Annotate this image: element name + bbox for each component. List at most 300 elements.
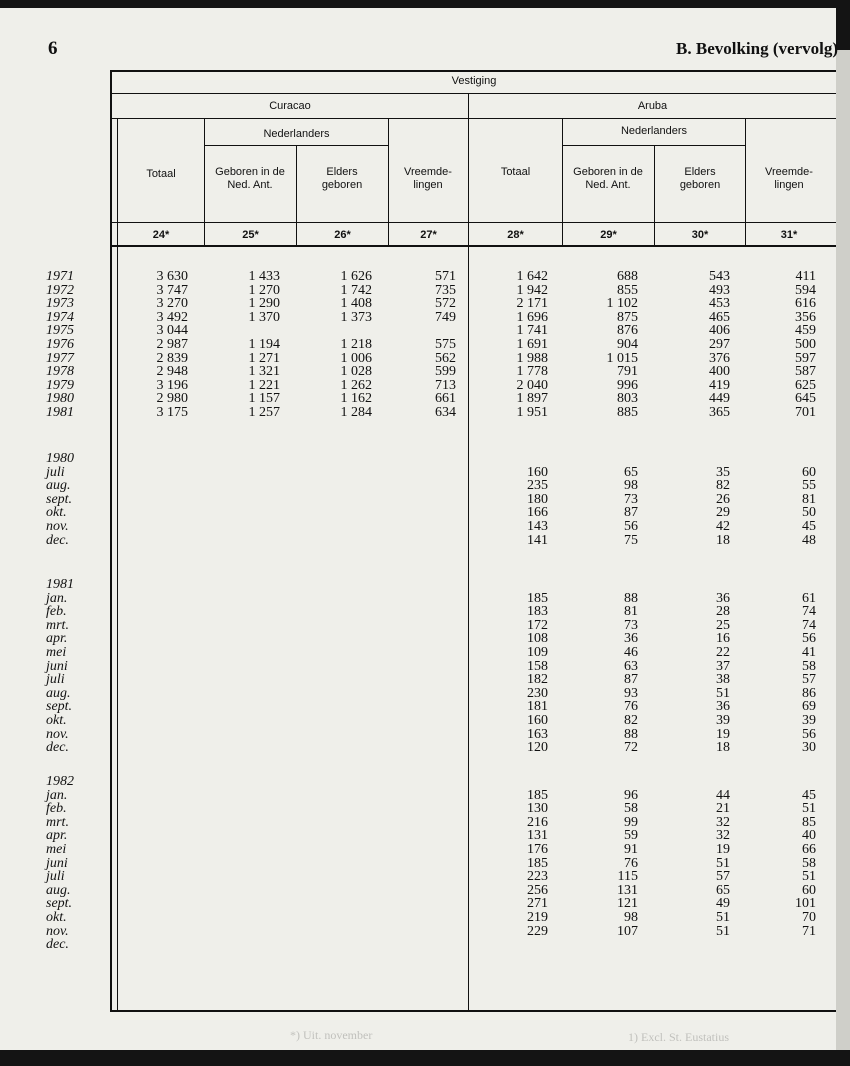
- footnote-right: 1) Excl. St. Eustatius: [628, 1030, 729, 1044]
- header-nederlanders-aruba: Nederlanders: [620, 125, 688, 137]
- table-cell: [736, 578, 816, 592]
- table-cell: 256: [527, 882, 548, 898]
- table-cell: 45: [802, 787, 816, 803]
- table-cell: 1 408: [340, 296, 372, 312]
- table-cell: 81: [624, 604, 638, 620]
- table-cell: 885: [617, 404, 638, 420]
- table-cell: 3 196: [156, 377, 188, 393]
- rule-head-bottom: [110, 222, 836, 223]
- table-cell: 49: [716, 896, 730, 912]
- row-label: juli: [46, 672, 65, 688]
- row-label: dec.: [46, 740, 69, 756]
- data-column: [736, 452, 816, 547]
- rule-top: [110, 70, 836, 72]
- table-cell: 98: [624, 478, 638, 494]
- table-cell: 230: [527, 685, 548, 701]
- table-cell: 88: [624, 726, 638, 742]
- table-cell: 571: [435, 269, 456, 284]
- col-number: 24*: [152, 229, 170, 241]
- row-label: 1976: [46, 336, 74, 352]
- row-label: okt.: [46, 909, 67, 925]
- row-label: feb.: [46, 604, 67, 620]
- table-cell: 36: [716, 699, 730, 715]
- table-cell: 1 218: [340, 336, 372, 352]
- table-cell: 2 171: [516, 296, 548, 312]
- col-number: 25*: [242, 229, 259, 241]
- table-cell: 459: [795, 323, 816, 339]
- table-cell: [650, 938, 730, 952]
- table-cell: 1 626: [340, 269, 372, 284]
- row-labels: [46, 578, 108, 755]
- row-label: aug.: [46, 685, 71, 701]
- table-cell: 1 015: [606, 350, 638, 366]
- table-cell: 120: [527, 740, 548, 756]
- row-label: 1974: [46, 309, 74, 325]
- table-cell: [558, 578, 638, 592]
- table-cell: 51: [716, 855, 730, 871]
- table-cell: 376: [709, 350, 730, 366]
- table-cell: 713: [435, 377, 456, 393]
- table-cell: 101: [795, 896, 816, 912]
- rule-left-inner: [117, 118, 118, 1012]
- table-cell: [650, 578, 730, 592]
- table-cell: 160: [527, 712, 548, 728]
- table-cell: 453: [709, 296, 730, 312]
- table-cell: 109: [527, 644, 548, 660]
- data-column: [736, 578, 816, 755]
- table-cell: 25: [716, 617, 730, 633]
- table-cell: 493: [709, 282, 730, 298]
- col-number: 30*: [691, 229, 709, 241]
- table-cell: 30: [802, 740, 816, 756]
- table-cell: 21: [716, 801, 730, 817]
- table-cell: 575: [435, 336, 456, 352]
- table-cell: 661: [435, 391, 456, 407]
- header-elders-curacao: Elders geboren: [321, 166, 363, 191]
- table-cell: 172: [527, 617, 548, 633]
- table-cell: 51: [802, 869, 816, 885]
- table-cell: 93: [624, 685, 638, 701]
- table-cell: 1 741: [516, 323, 548, 339]
- table-cell: 3 630: [156, 269, 188, 284]
- table-cell: [736, 938, 816, 952]
- table-cell: 66: [802, 841, 816, 857]
- table-cell: 2 987: [156, 336, 188, 352]
- table-cell: 61: [802, 590, 816, 606]
- table-cell: [468, 452, 548, 466]
- table-cell: 1 988: [516, 350, 548, 366]
- table-cell: 143: [527, 518, 548, 534]
- data-column: [108, 270, 188, 420]
- rule-island: [110, 118, 836, 119]
- row-label: okt.: [46, 712, 67, 728]
- table-cell: 701: [795, 404, 816, 420]
- table-cell: 185: [527, 787, 548, 803]
- row-label: feb.: [46, 801, 67, 817]
- table-cell: 76: [624, 855, 638, 871]
- table-cell: 996: [617, 377, 638, 393]
- row-label: mei: [46, 841, 67, 857]
- table-cell: 181: [527, 699, 548, 715]
- table-cell: 76: [624, 699, 638, 715]
- table-cell: 32: [716, 814, 730, 830]
- table-cell: 634: [435, 404, 456, 420]
- row-label: juni: [46, 658, 68, 674]
- row-label: nov.: [46, 726, 69, 742]
- table-cell: 55: [802, 478, 816, 494]
- row-label: sept.: [46, 491, 73, 507]
- col-number: 31*: [780, 229, 798, 241]
- table-cell: 41: [802, 644, 816, 660]
- row-label: aug.: [46, 478, 71, 494]
- table-cell: 875: [617, 309, 638, 325]
- table-cell: 36: [716, 590, 730, 606]
- table-cell: 40: [802, 828, 816, 844]
- table-cell: 160: [527, 464, 548, 480]
- row-label: apr.: [46, 828, 68, 844]
- data-column: [468, 452, 548, 547]
- row-label: sept.: [46, 699, 73, 715]
- table-cell: 400: [709, 364, 730, 380]
- table-cell: 183: [527, 604, 548, 620]
- row-label: 1981: [46, 577, 74, 592]
- row-label: mei: [46, 644, 67, 660]
- table-cell: 1 691: [516, 336, 548, 352]
- table-cell: 271: [527, 896, 548, 912]
- table-cell: 1 194: [248, 336, 280, 352]
- table-cell: 88: [624, 590, 638, 606]
- header-curacao: Curacao: [269, 100, 311, 112]
- table-cell: 163: [527, 726, 548, 742]
- page-number: 6: [48, 38, 58, 59]
- row-label: 1980: [46, 391, 74, 407]
- table-cell: 3 492: [156, 309, 188, 325]
- row-label: 1980: [46, 451, 74, 466]
- rule-colnum: [110, 245, 836, 247]
- row-label: 1973: [46, 296, 74, 312]
- row-label: aug.: [46, 882, 71, 898]
- header-geboren-curacao: Geboren in de Ned. Ant.: [215, 166, 285, 191]
- header-aruba: Aruba: [637, 100, 668, 112]
- table-cell: 1 696: [516, 309, 548, 325]
- table-cell: 26: [716, 491, 730, 507]
- header-totaal-curacao: Totaal: [146, 168, 176, 180]
- table-cell: 216: [527, 814, 548, 830]
- table-cell: 56: [802, 631, 816, 647]
- table-cell: 108: [527, 631, 548, 647]
- table-cell: 803: [617, 391, 638, 407]
- table-cell: 185: [527, 590, 548, 606]
- table-cell: 91: [624, 841, 638, 857]
- table-cell: 599: [435, 364, 456, 380]
- row-label: juli: [46, 869, 65, 885]
- table-cell: 543: [709, 269, 730, 284]
- rule-left: [110, 70, 112, 1012]
- header-elders-aruba: Elders geboren: [679, 166, 721, 191]
- data-column: [558, 775, 638, 952]
- table-cell: 2 948: [156, 364, 188, 380]
- row-label: 1975: [46, 323, 74, 339]
- table-cell: 87: [624, 505, 638, 521]
- table-cell: 32: [716, 828, 730, 844]
- next-page-edge: [836, 50, 850, 1050]
- table-cell: 158: [527, 658, 548, 674]
- table-cell: 71: [802, 923, 816, 939]
- header-vestiging: Vestiging: [451, 75, 497, 87]
- table-cell: 73: [624, 617, 638, 633]
- table-cell: 86: [802, 685, 816, 701]
- header-totaal-aruba: Totaal: [500, 166, 531, 178]
- col-number: 27*: [420, 229, 437, 241]
- table-cell: 51: [802, 801, 816, 817]
- row-label: nov.: [46, 923, 69, 939]
- table-cell: 72: [624, 740, 638, 756]
- table-cell: 36: [624, 631, 638, 647]
- table-cell: 73: [624, 491, 638, 507]
- table-cell: 98: [624, 909, 638, 925]
- table-cell: 1 102: [606, 296, 638, 312]
- table-cell: 182: [527, 672, 548, 688]
- table-cell: 625: [795, 377, 816, 393]
- table-cell: 1 321: [248, 364, 280, 380]
- row-label: 1972: [46, 282, 74, 298]
- data-column: [468, 270, 548, 420]
- table-cell: 65: [716, 882, 730, 898]
- table-cell: 58: [802, 658, 816, 674]
- row-label: 1978: [46, 364, 74, 380]
- table-cell: 51: [716, 685, 730, 701]
- table-cell: 1 951: [516, 404, 548, 420]
- table-cell: 180: [527, 491, 548, 507]
- table-cell: 115: [617, 869, 638, 885]
- table-cell: 51: [716, 909, 730, 925]
- table-cell: 1 028: [340, 364, 372, 380]
- rule-bottom: [110, 1010, 836, 1012]
- table-cell: 85: [802, 814, 816, 830]
- table-cell: 69: [802, 699, 816, 715]
- table-cell: 1 006: [340, 350, 372, 366]
- col-number: 28*: [507, 229, 524, 241]
- table-cell: 449: [709, 391, 730, 407]
- table-cell: 1 942: [516, 282, 548, 298]
- data-column: [650, 775, 730, 952]
- data-column: [650, 452, 730, 547]
- table-cell: 3 270: [156, 296, 188, 312]
- table-cell: 57: [802, 672, 816, 688]
- table-cell: 29: [716, 505, 730, 521]
- table-cell: 1 262: [340, 377, 372, 393]
- header-nederlanders-curacao: Nederlanders: [263, 128, 330, 140]
- table-cell: 645: [795, 391, 816, 407]
- table-cell: 219: [527, 909, 548, 925]
- table-cell: 1 271: [248, 350, 280, 366]
- row-label: dec.: [46, 532, 69, 548]
- table-cell: 3 044: [156, 323, 188, 339]
- table-cell: [558, 938, 638, 952]
- row-label: jan.: [46, 590, 68, 606]
- table-cell: [468, 775, 548, 789]
- col-number: 26*: [334, 229, 351, 241]
- table-cell: 59: [624, 828, 638, 844]
- data-column: [200, 270, 280, 420]
- row-label: mrt.: [46, 814, 69, 830]
- table-cell: 411: [795, 269, 816, 284]
- table-cell: 35: [716, 464, 730, 480]
- table-cell: 597: [795, 350, 816, 366]
- table-cell: [292, 324, 372, 338]
- table-cell: 1 221: [248, 377, 280, 393]
- header-vreemdelingen-aruba: Vreemde-lingen: [765, 166, 813, 191]
- col-number: 29*: [600, 229, 617, 241]
- table-cell: [736, 775, 816, 789]
- table-cell: 904: [617, 336, 638, 352]
- table-cell: 688: [617, 269, 638, 284]
- table-cell: 235: [527, 478, 548, 494]
- table-cell: 406: [709, 323, 730, 339]
- row-label: okt.: [46, 505, 67, 521]
- table-cell: 356: [795, 309, 816, 325]
- table-cell: 70: [802, 909, 816, 925]
- row-labels: [46, 775, 108, 952]
- data-column: [558, 578, 638, 755]
- table-cell: 87: [624, 672, 638, 688]
- table-cell: 223: [527, 869, 548, 885]
- table-cell: 81: [802, 491, 816, 507]
- row-labels: [46, 270, 108, 420]
- table-cell: 1 433: [248, 269, 280, 284]
- table-cell: 18: [716, 740, 730, 756]
- table-cell: 3 747: [156, 282, 188, 298]
- data-column: [736, 775, 816, 952]
- table-cell: 587: [795, 364, 816, 380]
- table-cell: 51: [716, 923, 730, 939]
- table-cell: 141: [527, 532, 548, 548]
- table-cell: 1 778: [516, 364, 548, 380]
- table-cell: 74: [802, 617, 816, 633]
- table-cell: 365: [709, 404, 730, 420]
- rule-v6: [745, 118, 746, 247]
- table-cell: 419: [709, 377, 730, 393]
- table-cell: 39: [802, 712, 816, 728]
- table-cell: 465: [709, 309, 730, 325]
- table-cell: 3 175: [156, 404, 188, 420]
- table-cell: 2 040: [516, 377, 548, 393]
- table-cell: 1 157: [248, 391, 280, 407]
- table-cell: 735: [435, 282, 456, 298]
- data-column: [650, 578, 730, 755]
- table-cell: 19: [716, 841, 730, 857]
- table-cell: 48: [802, 532, 816, 548]
- table-cell: 63: [624, 658, 638, 674]
- row-labels: [46, 452, 108, 547]
- table-cell: 1 162: [340, 391, 372, 407]
- table-cell: 44: [716, 787, 730, 803]
- table-cell: 50: [802, 505, 816, 521]
- table-cell: 38: [716, 672, 730, 688]
- table-cell: [736, 452, 816, 466]
- table-cell: 58: [624, 801, 638, 817]
- table-cell: 57: [716, 869, 730, 885]
- table-cell: 82: [624, 712, 638, 728]
- table-cell: 107: [617, 923, 638, 939]
- table-cell: 130: [527, 801, 548, 817]
- table-cell: [558, 775, 638, 789]
- row-label: mrt.: [46, 617, 69, 633]
- table-cell: 185: [527, 855, 548, 871]
- table-cell: 1 742: [340, 282, 372, 298]
- table-cell: [200, 324, 280, 338]
- table-cell: 1 284: [340, 404, 372, 420]
- row-label: 1971: [46, 269, 74, 284]
- table-cell: 616: [795, 296, 816, 312]
- row-label: 1982: [46, 774, 74, 789]
- bleed-through: [70, 84, 73, 99]
- table-cell: 82: [716, 478, 730, 494]
- table-cell: 2 839: [156, 350, 188, 366]
- table-cell: [650, 452, 730, 466]
- header-vreemdelingen-curacao: Vreemde-lingen: [404, 166, 452, 191]
- data-column: [736, 270, 816, 420]
- table-cell: 1 897: [516, 391, 548, 407]
- table-cell: 131: [617, 882, 638, 898]
- table-cell: 855: [617, 282, 638, 298]
- table-cell: 58: [802, 855, 816, 871]
- table-cell: 28: [716, 604, 730, 620]
- table-cell: 749: [435, 309, 456, 325]
- table-cell: 22: [716, 644, 730, 660]
- table-cell: 96: [624, 787, 638, 803]
- rule-vestiging: [110, 93, 836, 94]
- table-cell: 2 980: [156, 391, 188, 407]
- table-cell: [468, 578, 548, 592]
- table-cell: 16: [716, 631, 730, 647]
- row-label: dec.: [46, 937, 69, 953]
- row-label: juni: [46, 855, 68, 871]
- rule-v3: [388, 118, 389, 247]
- table-cell: 1 370: [248, 309, 280, 325]
- table-cell: 131: [527, 828, 548, 844]
- table-cell: [376, 324, 456, 338]
- table-cell: 1 373: [340, 309, 372, 325]
- table-cell: 74: [802, 604, 816, 620]
- section-title: B. Bevolking (vervolg): [676, 39, 838, 58]
- data-column: [558, 452, 638, 547]
- table-cell: 594: [795, 282, 816, 298]
- table-cell: 1 270: [248, 282, 280, 298]
- table-cell: 60: [802, 882, 816, 898]
- table-cell: 37: [716, 658, 730, 674]
- data-column: [650, 270, 730, 420]
- table-cell: 572: [435, 296, 456, 312]
- table-cell: 876: [617, 323, 638, 339]
- table-cell: 39: [716, 712, 730, 728]
- data-column: [558, 270, 638, 420]
- data-column: [376, 270, 456, 420]
- table-cell: 56: [802, 726, 816, 742]
- table-cell: 500: [795, 336, 816, 352]
- table-cell: 75: [624, 532, 638, 548]
- table-cell: [468, 938, 548, 952]
- table-cell: 166: [527, 505, 548, 521]
- table-cell: 1 290: [248, 296, 280, 312]
- table-cell: 60: [802, 464, 816, 480]
- table-cell: 46: [624, 644, 638, 660]
- table-cell: 45: [802, 518, 816, 534]
- table-cell: 19: [716, 726, 730, 742]
- table-cell: 297: [709, 336, 730, 352]
- data-column: [292, 270, 372, 420]
- table-cell: 18: [716, 532, 730, 548]
